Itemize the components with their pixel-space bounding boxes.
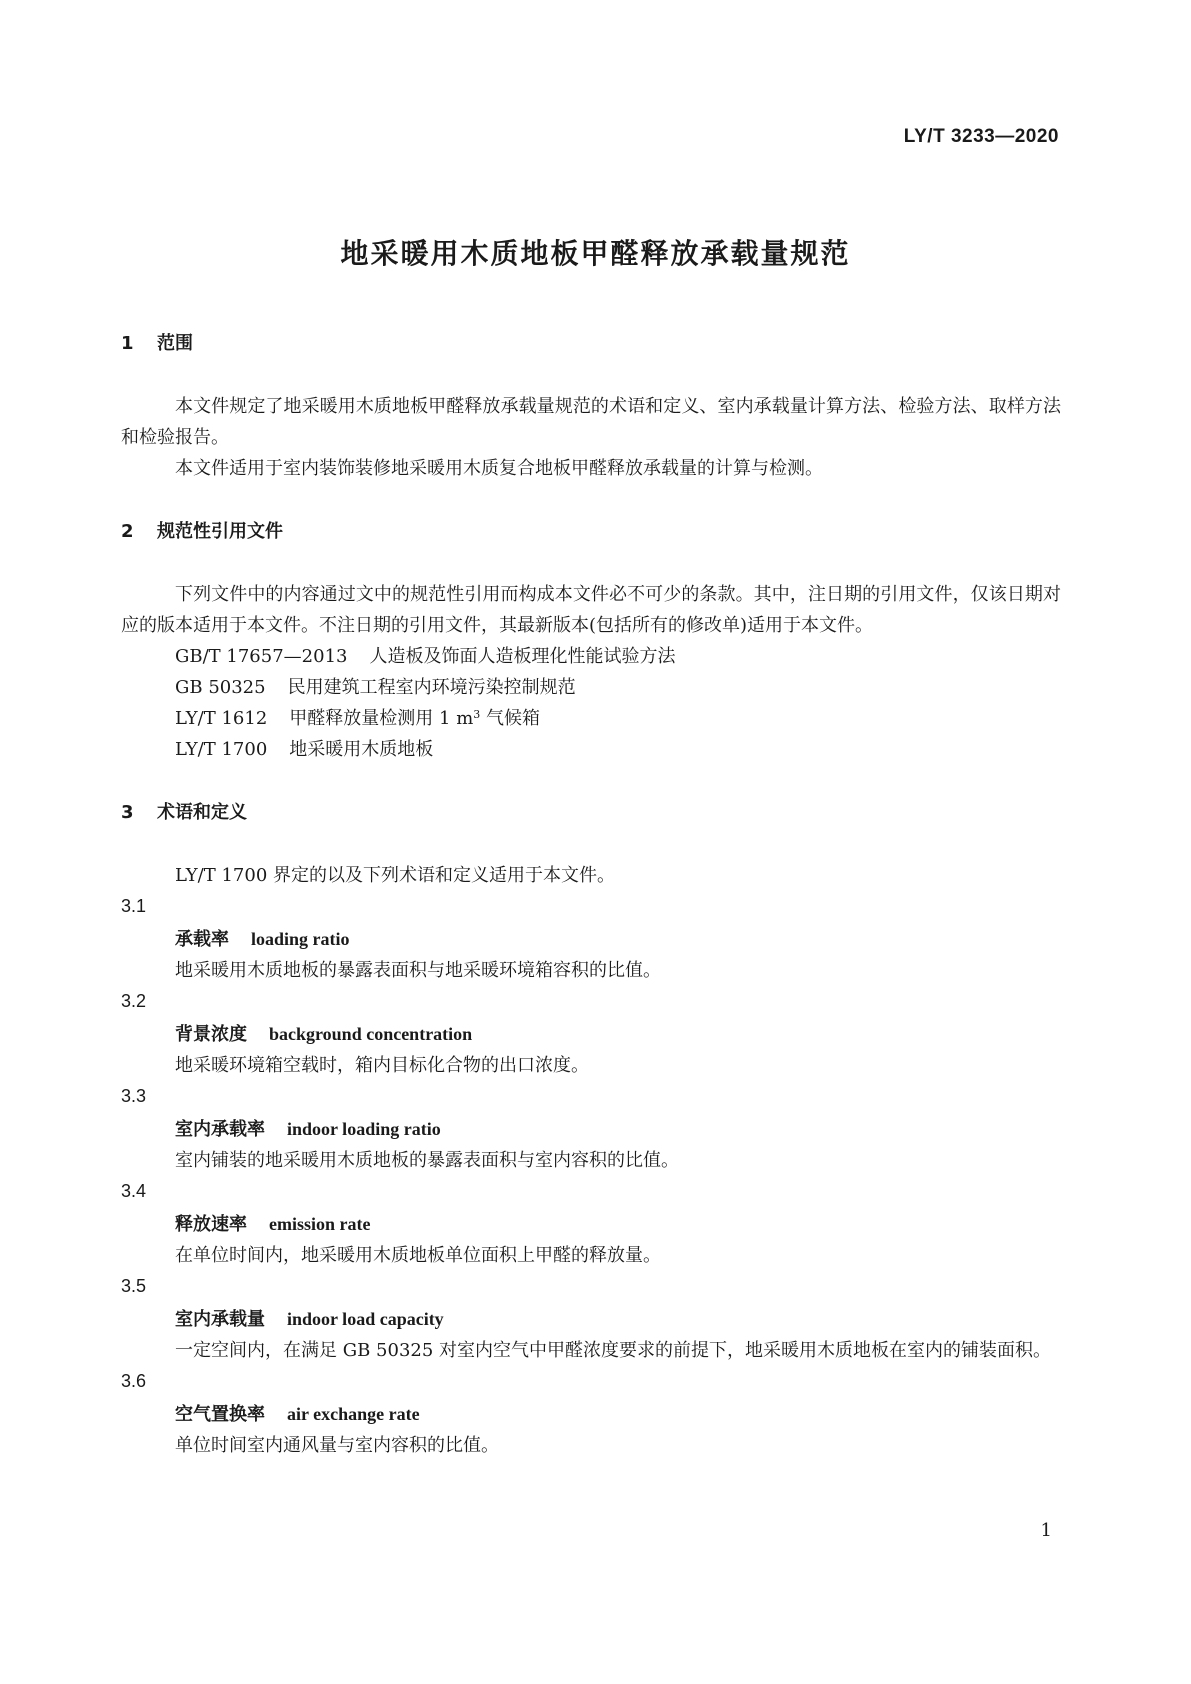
reference-title [289, 708, 540, 729]
term-title [121, 1114, 1061, 1145]
paragraph: 下列文件中的内容通过文中的规范性引用而构成本文件必不可少的条款。其中，注日期的引用文件，仅该日期对应的版本适用于本文件。不注日期的引用文件，其最新版本(包括所有的修改单)适用于本文件。 [121, 584, 1061, 636]
term-number: 3.4 [121, 1181, 147, 1201]
reference-code: LY/T 1612 [175, 708, 268, 729]
document-body [121, 328, 1061, 1461]
term-title [121, 1399, 1061, 1430]
reference-title-part: 甲醛释放量检测用 1 m [289, 708, 474, 729]
section-scope [121, 328, 1061, 484]
reference-code: LY/T 1700 [175, 739, 268, 760]
reference-title-part: 气候箱 [480, 708, 540, 729]
term-number: 3.3 [121, 1086, 147, 1106]
term-title [121, 924, 1061, 955]
term-definition: 在单位时间内，地采暖用木质地板单位面积上甲醛的释放量。 [175, 1245, 661, 1266]
term-definition: 室内铺装的地采暖用木质地板的暴露表面积与室内容积的比值。 [175, 1150, 679, 1171]
term-number: 3.6 [121, 1371, 147, 1391]
term-zh: 室内承载量 [175, 1309, 265, 1330]
term-en: indoor load capacity [287, 1309, 444, 1329]
term-definition: 单位时间室内通风量与室内容积的比值。 [175, 1435, 499, 1456]
section-number: 1 [121, 333, 134, 354]
reference-title: 人造板及饰面人造板理化性能试验方法 [369, 646, 676, 667]
term-entry [121, 1176, 1061, 1271]
spacer [121, 484, 1061, 516]
reference-item [121, 703, 1061, 734]
section-heading [121, 797, 1061, 828]
reference-item [121, 672, 1061, 703]
term-definition: 地采暖用木质地板的暴露表面积与地采暖环境箱容积的比值。 [175, 960, 661, 981]
term-zh: 室内承载率 [175, 1119, 265, 1140]
term-definition: 一定空间内，在满足 GB 50325 对室内空气中甲醛浓度要求的前提下，地采暖用木质地板在室内的铺装面积。 [175, 1340, 1052, 1361]
term-en: background concentration [269, 1024, 473, 1044]
term-title [121, 1209, 1061, 1240]
reference-code: GB 50325 [175, 677, 266, 698]
term-entry [121, 1081, 1061, 1176]
term-title [121, 1019, 1061, 1050]
term-entry [121, 1271, 1061, 1366]
section-heading [121, 516, 1061, 547]
term-number: 3.5 [121, 1276, 147, 1296]
document-title: 地采暖用木质地板甲醛释放承载量规范 [340, 237, 851, 270]
paragraph: 本文件适用于室内装饰装修地采暖用木质复合地板甲醛释放承载量的计算与检测。 [175, 458, 823, 479]
term-zh: 承载率 [175, 929, 229, 950]
term-zh: 空气置换率 [175, 1404, 265, 1425]
term-zh: 释放速率 [175, 1214, 247, 1235]
term-en: indoor loading ratio [287, 1119, 441, 1139]
section-heading [121, 328, 1061, 359]
reference-item [121, 641, 1061, 672]
section-normative-references [121, 516, 1061, 765]
reference-code: GB/T 17657—2013 [175, 646, 348, 667]
section-title: 范围 [157, 333, 193, 354]
section-number: 2 [121, 521, 134, 542]
standard-code: LY/T 3233—2020 [903, 126, 1059, 147]
section-title: 术语和定义 [157, 802, 247, 823]
term-en: air exchange rate [287, 1404, 420, 1424]
term-entry [121, 986, 1061, 1081]
term-zh: 背景浓度 [175, 1024, 247, 1045]
reference-item [121, 734, 1061, 765]
term-title [121, 1304, 1061, 1335]
reference-title: 地采暖用木质地板 [289, 739, 434, 760]
term-number: 3.2 [121, 991, 147, 1011]
section-number: 3 [121, 802, 134, 823]
reference-title: 民用建筑工程室内环境污染控制规范 [287, 677, 576, 698]
paragraph: LY/T 1700 界定的以及下列术语和定义适用于本文件。 [175, 865, 616, 886]
term-en: emission rate [269, 1214, 371, 1234]
page-number: 1 [1040, 1520, 1052, 1541]
term-entry [121, 891, 1061, 986]
section-terms-definitions [121, 797, 1061, 1461]
term-en: loading ratio [251, 929, 350, 949]
superscript-3: 3 [473, 708, 481, 721]
term-definition: 地采暖环境箱空载时，箱内目标化合物的出口浓度。 [175, 1055, 589, 1076]
spacer [121, 765, 1061, 797]
term-number: 3.1 [121, 896, 147, 916]
term-entry [121, 1366, 1061, 1461]
paragraph: 本文件规定了地采暖用木质地板甲醛释放承载量规范的术语和定义、室内承载量计算方法、检验方法、取样方法和检验报告。 [121, 396, 1061, 448]
section-title: 规范性引用文件 [157, 521, 283, 542]
